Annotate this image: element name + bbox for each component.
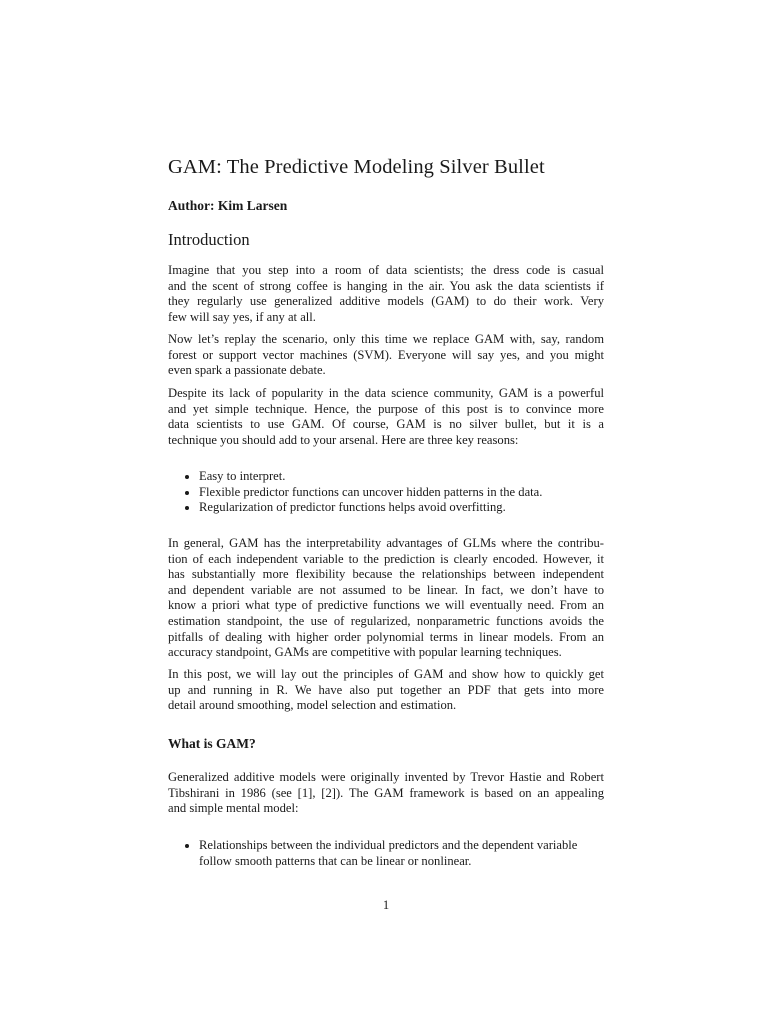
list-item-text: follow smooth patterns that can be linear or nonlinear.: [199, 853, 472, 868]
intro-paragraph-3: [168, 386, 604, 448]
text-line: Now let’s replay the scenario, only this time we replace GAM with, say, random: [168, 332, 604, 346]
author-name: Kim Larsen: [217, 198, 288, 213]
text-line: In general, GAM has the interpretability advantages of GLMs where the contribu-: [168, 536, 604, 550]
list-item-text: Relationships between the individual predictors and the dependent variable: [199, 838, 578, 852]
text-line: pitfalls of dealing with higher order polynomial terms in linear models. From an: [168, 629, 604, 644]
text-line: few will say yes, if any at all.: [168, 309, 316, 324]
bullet-icon: [185, 491, 189, 495]
text-line: technique you should add to your arsenal. Here are three key reasons:: [168, 432, 519, 447]
document-title: GAM: The Predictive Modeling Silver Bullet: [168, 156, 545, 178]
text-line: In this post, we will lay out the principles of GAM and show how to quickly get: [168, 667, 604, 681]
list-item-text: Easy to interpret.: [199, 469, 286, 483]
mental-model-list: [168, 838, 577, 869]
intro-paragraph-1: [168, 263, 604, 325]
bullet-icon: [185, 844, 189, 848]
section-heading-what-is-gam: What is GAM?: [168, 736, 256, 751]
list-item-text: Flexible predictor functions can uncover hidden patterns in the data.: [199, 484, 543, 499]
text-line: Imagine that you step into a room of data scientists; the dress code is casual: [168, 263, 604, 277]
text-line: up and running in R. We have also put together an PDF that gets into more: [168, 682, 604, 697]
what-is-gam-paragraph-1: [168, 770, 604, 817]
text-line: and dependent variable are not assumed to be linear. In fact, we don’t have to: [168, 582, 604, 597]
reasons-list: [168, 469, 542, 516]
list-item-text: Regularization of predictor functions helps avoid overfitting.: [199, 500, 506, 515]
section-heading-introduction: Introduction: [168, 230, 250, 249]
list-item: [168, 469, 542, 485]
bullet-icon: [185, 506, 189, 510]
text-line: even spark a passionate debate.: [168, 363, 326, 378]
list-item: [168, 485, 542, 501]
text-line: know a priori what type of predictive functions we will eventually need. From an: [168, 598, 604, 613]
bullet-icon: [185, 475, 189, 479]
text-line: estimation standpoint, the use of regularized, nonparametric functions avoids the: [168, 613, 604, 628]
page-number: 1: [382, 898, 390, 912]
text-line: Tibshirani in 1986 (see [1], [2]). The GAM framework is based on an appealing: [168, 785, 604, 800]
text-line: tion of each independent variable to the prediction is clearly encoded. However, it: [168, 551, 604, 566]
list-item: [168, 500, 542, 516]
text-line: detail around smoothing, model selection and estimation.: [168, 698, 457, 713]
text-line: has substantially more flexibility because the relationships between independent: [168, 567, 604, 582]
author-line: [168, 198, 287, 214]
text-line: forest or support vector machines (SVM). Everyone will say yes, and you might: [168, 347, 604, 362]
text-line: and yet simple technique. Hence, the purpose of this post is to convince more: [168, 401, 604, 416]
text-line: they regularly use generalized additive models (GAM) to do their work. Very: [168, 294, 604, 309]
intro-paragraph-5: [168, 667, 604, 714]
text-line: and the scent of strong coffee is hanging in the air. You ask the data scientists if: [168, 278, 604, 293]
list-item: [168, 838, 577, 869]
intro-paragraph-4: [168, 536, 604, 661]
text-line: Generalized additive models were originally invented by Trevor Hastie and Robert: [168, 770, 604, 784]
author-label: Author:: [168, 198, 215, 213]
text-line: and simple mental model:: [168, 801, 299, 816]
text-line: accuracy standpoint, GAMs are competitive with popular learning techniques.: [168, 645, 562, 660]
intro-paragraph-2: [168, 332, 604, 379]
text-line: data scientists to use GAM. Of course, GAM is no silver bullet, but it is a: [168, 417, 604, 432]
text-line: Despite its lack of popularity in the data science community, GAM is a powerful: [168, 386, 604, 400]
